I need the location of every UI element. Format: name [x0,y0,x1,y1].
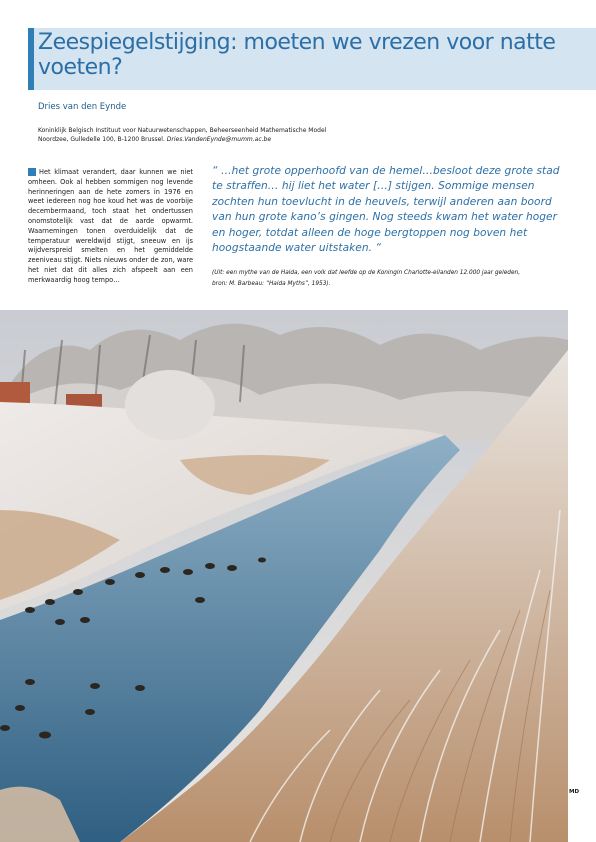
affiliation-address: Noordzee, Gulledelle 100, B-1200 Brussel. [38,136,167,143]
intro-column [28,168,193,286]
paragraph-marker [28,168,36,176]
affiliation-line-1: Koninklijk Belgisch Instituut voor Natuurwetenschappen, Beheerseenheid Mathematische Model [38,127,327,134]
frozen-river-illustration [0,310,568,842]
landscape-photo [0,310,568,842]
intro-paragraph: Het klimaat verandert, daar kunnen we niet omheen. Ook al hebben sommigen nog levende herinneringen aan de hete zomers in 1976 en weet iedereen nog hoe koud het was de voorbije decembermaand, toch staat het ondertussen onomstotelijk vast dat de aarde opwarmt. Waarnemingen tonen overduidelijk dat de temperatuur wereldwijd stijgt, sneeuw en ijs wijdverspreid smelten en het gemiddelde zeeniveau stijgt. Niets nieuws onder de zon, ware het niet dat dit alles zich afspeelt aan een merkwaardig hoog tempo… [28,168,193,284]
article-title: Zeespiegelstijging: moeten we vrezen voor natte voeten? [38,30,556,80]
affiliation [38,126,326,144]
quote-source-line-1: (Uit: een mythe van de Haida, een volk dat leefde op de Koningin Charlotte-eilanden 12.000 jaar geleden, [212,270,521,276]
quote-source [212,268,582,290]
author-email[interactable]: Dries.VandenEynde@mumm.ac.be [166,136,272,143]
author-name: Dries van den Eynde [38,102,127,112]
page-tag: MD [569,789,580,795]
opening-quote: “ …het grote opperhoofd van de hemel…besloot deze grote stad te straffen… hij liet het water […] stijgen. Sommige mensen zochten hun toevlucht in de heuvels, terwijl anderen aan boord van hun grote kano’s gingen. Nog steeds kwam het water hoger en hoger, totdat alleen de hoge bergtoppen nog boven het hoogstaande water uitstaken. “ [212,165,560,255]
quote-source-line-2: bron: M. Barbeau: “Haida Myths”, 1953). [212,281,331,287]
affiliation-line-2 [38,135,326,144]
title-accent-bar [28,28,34,90]
